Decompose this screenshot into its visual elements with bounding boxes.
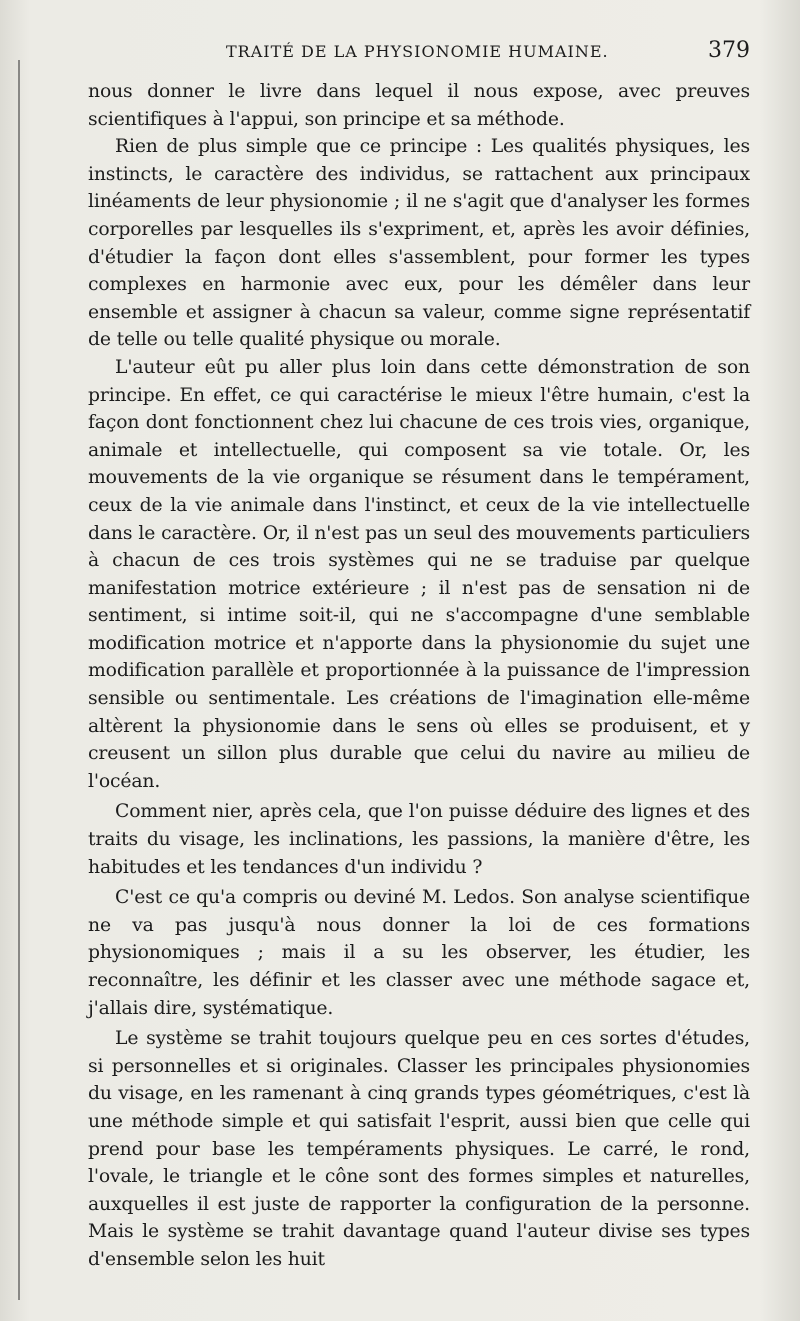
page-edge-shadow xyxy=(18,60,20,1300)
paragraph-5: C'est ce qu'a compris ou deviné M. Ledos. Son analyse scientifique ne va pas jusqu'à nous donner la loi de ces formations physionomiques ; mais il a su les observer, les étudier, les reconnaître, les définir et les classer avec une méthode sagace et, j'allais dire, systématique. xyxy=(88,887,750,1019)
paragraph-2: Rien de plus simple que ce principe : Les qualités physiques, les instincts, le caractère des individus, se rattachent aux principaux linéaments de leur physionomie ; il ne s'agit que d'analyser les formes corporelles par lesquelles ils s'expriment, et, après les avoir définies, d'étudier la façon dont elles s'assemblent, pour former les types complexes en harmonie avec eux, pour les démêler dans leur ensemble et assigner à chacun sa valeur, comme signe représentatif de telle ou telle qualité physique ou morale. xyxy=(88,136,750,351)
paragraph-1: nous donner le livre dans lequel il nous expose, avec preuves scientifiques à l'appui, son principe et sa méthode. xyxy=(88,81,750,130)
paragraph-4: Comment nier, après cela, que l'on puisse déduire des lignes et des traits du visage, les inclinations, les passions, la manière d'être, les habitudes et les tendances d'un individu ? xyxy=(88,801,750,878)
paragraph-6: Le système se trahit toujours quelque peu en ces sortes d'études, si personnelles et si originales. Classer les principales physionomies du visage, en les ramenant à cinq grands types géométriques, c'est là une méthode simple et qui satisfait l'esprit, aussi bien que celle qui prend pour base les tempéraments physiques. Le carré, le rond, l'ovale, le triangle et le cône sont des formes simples et naturelles, auxquelles il est juste de rapporter la configuration de la personne. Mais le système se trahit davantage quand l'auteur divise ses types d'ensemble selon les huit xyxy=(88,1028,750,1270)
body-text xyxy=(88,78,750,1274)
page-number: 379 xyxy=(708,38,750,63)
paragraph-3: L'auteur eût pu aller plus loin dans cette démonstration de son principe. En effet, ce qui caractérise le mieux l'être humain, c'est la façon dont fonctionnent chez lui chacune de ces trois vies, organique, animale et intellectuelle, qui composent sa vie totale. Or, les mouvements de la vie organique se résument dans le tempérament, ceux de la vie animale dans l'instinct, et ceux de la vie intellectuelle dans le caractère. Or, il n'est pas un seul des mouvements particuliers à chacun de ces trois systèmes qui ne se traduise par quelque manifestation motrice extérieure ; il n'est pas de sensation ni de sentiment, si intime soit-il, qui ne s'accompagne d'une semblable modification motrice et n'apporte dans la physionomie du sujet une modification parallèle et proportionnée à la puissance de l'impression sensible ou sentimentale. Les créations de l'imagination elle-même altèrent la physionomie dans le sens où elles se produisent, et y creusent un sillon plus durable que celui du navire au milieu de l'océan. xyxy=(88,356,750,792)
running-title: TRAITÉ DE LA PHYSIONOMIE HUMAINE. xyxy=(226,42,609,61)
page-header xyxy=(88,38,750,68)
